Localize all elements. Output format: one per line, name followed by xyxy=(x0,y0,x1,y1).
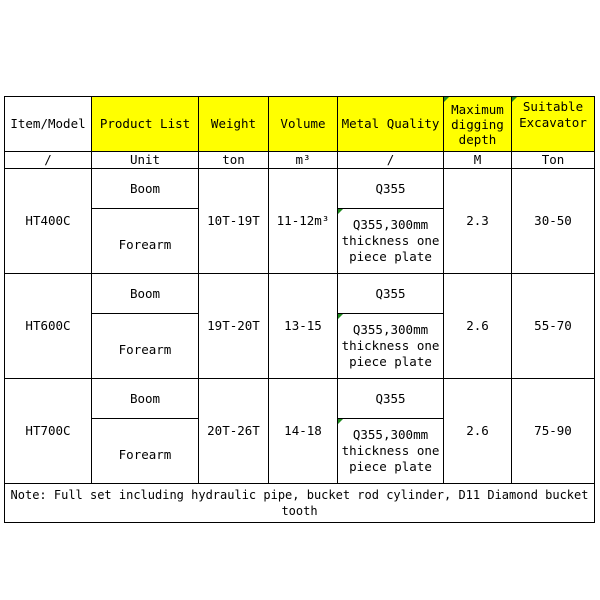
boom-cell: Boom xyxy=(92,379,199,419)
weight-cell: 20T-26T xyxy=(199,379,269,484)
boom-metal-cell: Q355 xyxy=(338,274,444,314)
header-weight-label: Weight xyxy=(210,116,257,131)
volume-cell: 13-15 xyxy=(269,274,338,379)
unit-excavator: Ton xyxy=(512,152,595,169)
header-suitable-excavator xyxy=(512,97,595,152)
header-excavator-line-1: Suitable xyxy=(522,99,584,114)
forearm-metal-line-1: Q355,300mm xyxy=(352,427,429,442)
forearm-metal-line-1: Q355,300mm xyxy=(352,322,429,337)
product-spec-table xyxy=(4,96,595,523)
cell-comment-flag-icon xyxy=(444,97,449,102)
model-cell: HT400C xyxy=(5,169,92,274)
cell-comment-flag-icon xyxy=(338,314,343,319)
forearm-cell: Forearm xyxy=(92,419,199,484)
depth-cell: 2.3 xyxy=(444,169,512,274)
unit-item-model: / xyxy=(5,152,92,169)
header-item-model xyxy=(5,97,92,152)
cell-comment-flag-icon xyxy=(512,97,517,102)
forearm-cell: Forearm xyxy=(92,314,199,379)
boom-metal-cell: Q355 xyxy=(338,169,444,209)
model-cell: HT600C xyxy=(5,274,92,379)
unit-depth: M xyxy=(444,152,512,169)
unit-metal-quality: / xyxy=(338,152,444,169)
weight-cell: 10T-19T xyxy=(199,169,269,274)
header-depth-line-3: depth xyxy=(458,131,497,147)
header-volume-label: Volume xyxy=(280,116,326,131)
note-row xyxy=(5,484,595,523)
unit-row xyxy=(5,152,595,169)
table-row xyxy=(5,379,595,419)
boom-metal-cell: Q355 xyxy=(338,379,444,419)
cell-comment-flag-icon xyxy=(338,419,343,424)
header-depth-line-2: digging xyxy=(451,116,504,132)
boom-cell: Boom xyxy=(92,274,199,314)
header-max-digging-depth xyxy=(444,97,512,152)
excavator-cell: 30-50 xyxy=(512,169,595,274)
forearm-cell: Forearm xyxy=(92,209,199,274)
forearm-metal-line-3: piece plate xyxy=(349,249,432,264)
depth-cell: 2.6 xyxy=(444,274,512,379)
model-cell: HT700C xyxy=(5,379,92,484)
forearm-metal-line-3: piece plate xyxy=(349,354,432,369)
forearm-metal-cell xyxy=(338,314,444,379)
header-volume xyxy=(269,97,338,152)
forearm-metal-line-1: Q355,300mm xyxy=(352,217,429,232)
forearm-metal-line-2: thickness one xyxy=(341,338,440,353)
cell-comment-flag-icon xyxy=(338,209,343,214)
forearm-metal-cell xyxy=(338,419,444,484)
forearm-metal-line-3: piece plate xyxy=(349,459,432,474)
forearm-metal-line-2: thickness one xyxy=(341,443,440,458)
unit-product-list: Unit xyxy=(92,152,199,169)
forearm-metal-cell xyxy=(338,209,444,274)
depth-cell: 2.6 xyxy=(444,379,512,484)
boom-cell: Boom xyxy=(92,169,199,209)
forearm-metal-line-2: thickness one xyxy=(341,233,440,248)
unit-weight: ton xyxy=(199,152,269,169)
unit-volume: m³ xyxy=(269,152,338,169)
note-text: Note: Full set including hydraulic pipe, bucket rod cylinder, D11 Diamond bucket tooth xyxy=(5,484,595,523)
spec-sheet xyxy=(4,96,594,523)
volume-cell: 11-12m³ xyxy=(269,169,338,274)
header-product-list xyxy=(92,97,199,152)
table-row xyxy=(5,274,595,314)
volume-cell: 14-18 xyxy=(269,379,338,484)
header-metal-quality-label: Metal Quality xyxy=(341,116,440,131)
header-row xyxy=(5,97,595,152)
excavator-cell: 55-70 xyxy=(512,274,595,379)
header-product-list-label: Product List xyxy=(99,116,191,131)
header-metal-quality xyxy=(338,97,444,152)
header-item-model-label: Item/Model xyxy=(10,116,86,131)
header-depth-line-1: Maximum xyxy=(451,101,504,117)
header-weight xyxy=(199,97,269,152)
weight-cell: 19T-20T xyxy=(199,274,269,379)
excavator-cell: 75-90 xyxy=(512,379,595,484)
header-excavator-line-2: Excavator xyxy=(519,115,587,130)
table-row xyxy=(5,169,595,209)
